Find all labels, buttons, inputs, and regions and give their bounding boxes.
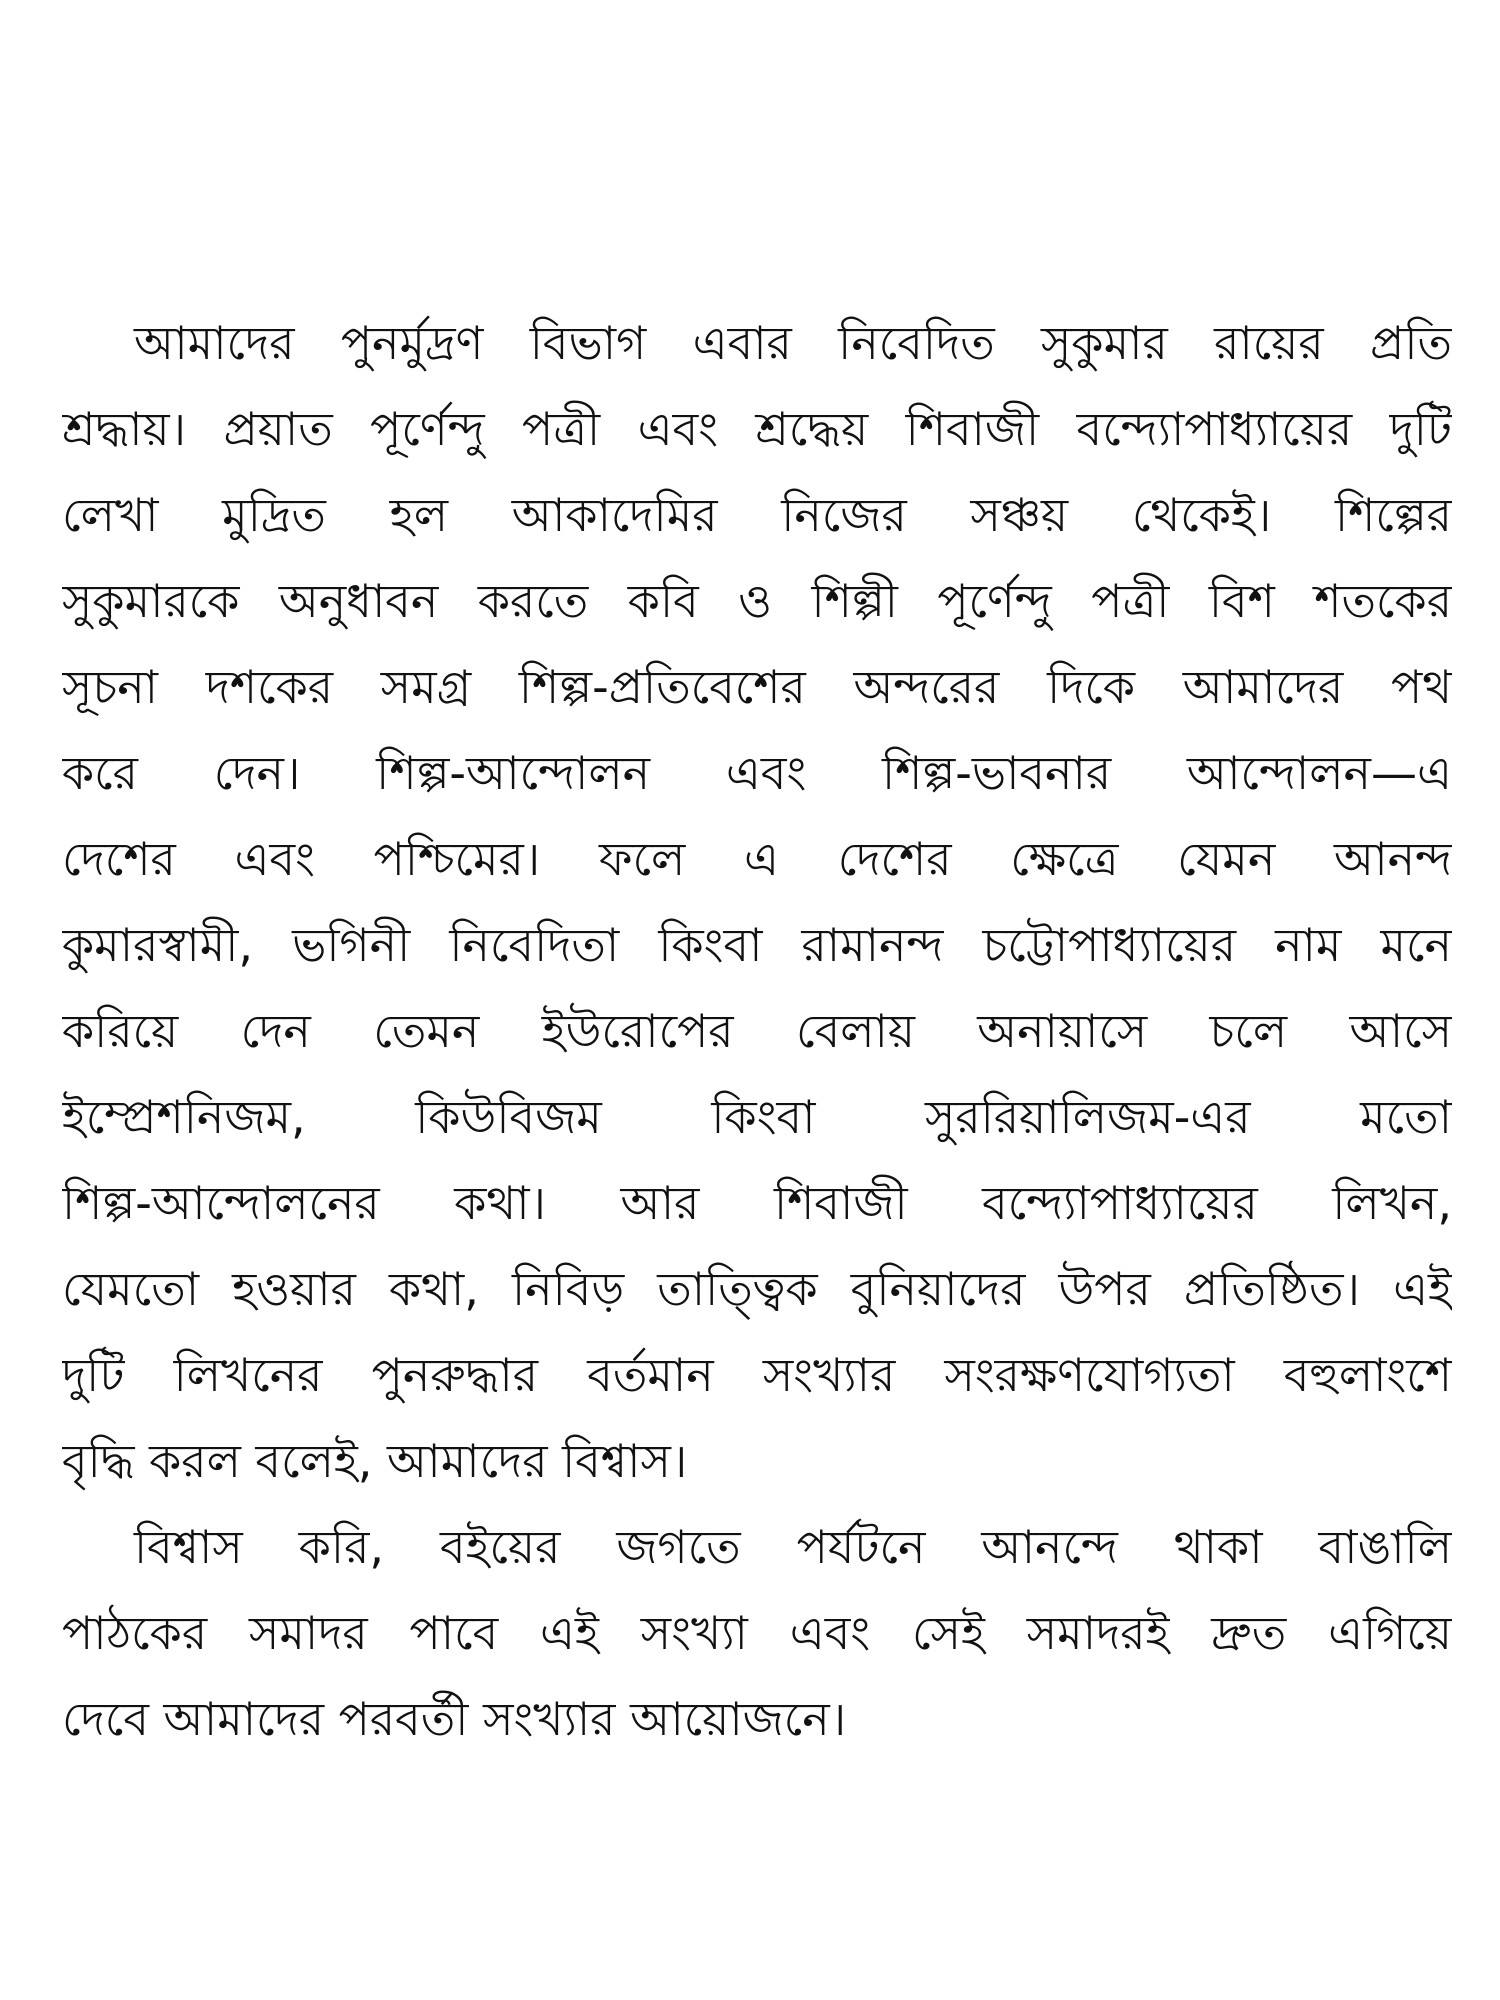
text-line: সুকুমারকে অনুধাবন করতে কবি ও শিল্পী পূর্ণেন্দু পত্রী বিশ শতকের [62, 574, 1452, 628]
text-line: দুটি লিখনের পুনরুদ্ধার বর্তমান সংখ্যার সংরক্ষণযোগ্যতা বহুলাংশে [62, 1348, 1452, 1402]
text-line: সূচনা দশকের সমগ্র শিল্প-প্রতিবেশের অন্দরের দিকে আমাদের পথ [62, 660, 1452, 714]
text-line: দেবে আমাদের পরবর্তী সংখ্যার আয়োজনে। [62, 1692, 847, 1746]
text-line: পাঠকের সমাদর পাবে এই সংখ্যা এবং সেই সমাদরই দ্রুত এগিয়ে [62, 1606, 1452, 1660]
text-line: শ্রদ্ধায়। প্রয়াত পূর্ণেন্দু পত্রী এবং শ্রদ্ধেয় শিবাজী বন্দ্যোপাধ্যায়ের দুটি [62, 402, 1452, 456]
text-line: করিয়ে দেন তেমন ইউরোপের বেলায় অনায়াসে চলে আসে [62, 1004, 1452, 1058]
text-line: করে দেন। শিল্প-আন্দোলন এবং শিল্প-ভাবনার আন্দোলন—এ [62, 746, 1452, 800]
text-line: দেশের এবং পশ্চিমের। ফলে এ দেশের ক্ষেত্রে যেমন আনন্দ [62, 832, 1452, 886]
text-line: বিশ্বাস করি, বইয়ের জগতে পর্যটনে আনন্দে থাকা বাঙালি [134, 1520, 1452, 1574]
text-line: বৃদ্ধি করল বলেই, আমাদের বিশ্বাস। [62, 1434, 688, 1488]
text-line: আমাদের পুনর্মুদ্রণ বিভাগ এবার নিবেদিত সুকুমার রায়ের প্রতি [134, 316, 1452, 370]
body-text [62, 300, 1452, 1762]
text-line: শিল্প-আন্দোলনের কথা। আর শিবাজী বন্দ্যোপাধ্যায়ের লিখন, [62, 1176, 1452, 1230]
text-line: লেখা মুদ্রিত হল আকাদেমির নিজের সঞ্চয় থেকেই। শিল্পের [62, 488, 1452, 542]
text-line: ইম্প্রেশনিজম, কিউবিজম কিংবা সুররিয়ালিজম-এর মতো [62, 1090, 1452, 1144]
paragraph-2 [62, 1504, 1452, 1762]
text-line: যেমতো হওয়ার কথা, নিবিড় তাত্ত্বিক বুনিয়াদের উপর প্রতিষ্ঠিত। এই [62, 1262, 1452, 1316]
text-line: কুমারস্বামী, ভগিনী নিবেদিতা কিংবা রামানন্দ চট্টোপাধ্যায়ের নাম মনে [62, 918, 1452, 972]
paragraph-1 [62, 300, 1452, 1504]
